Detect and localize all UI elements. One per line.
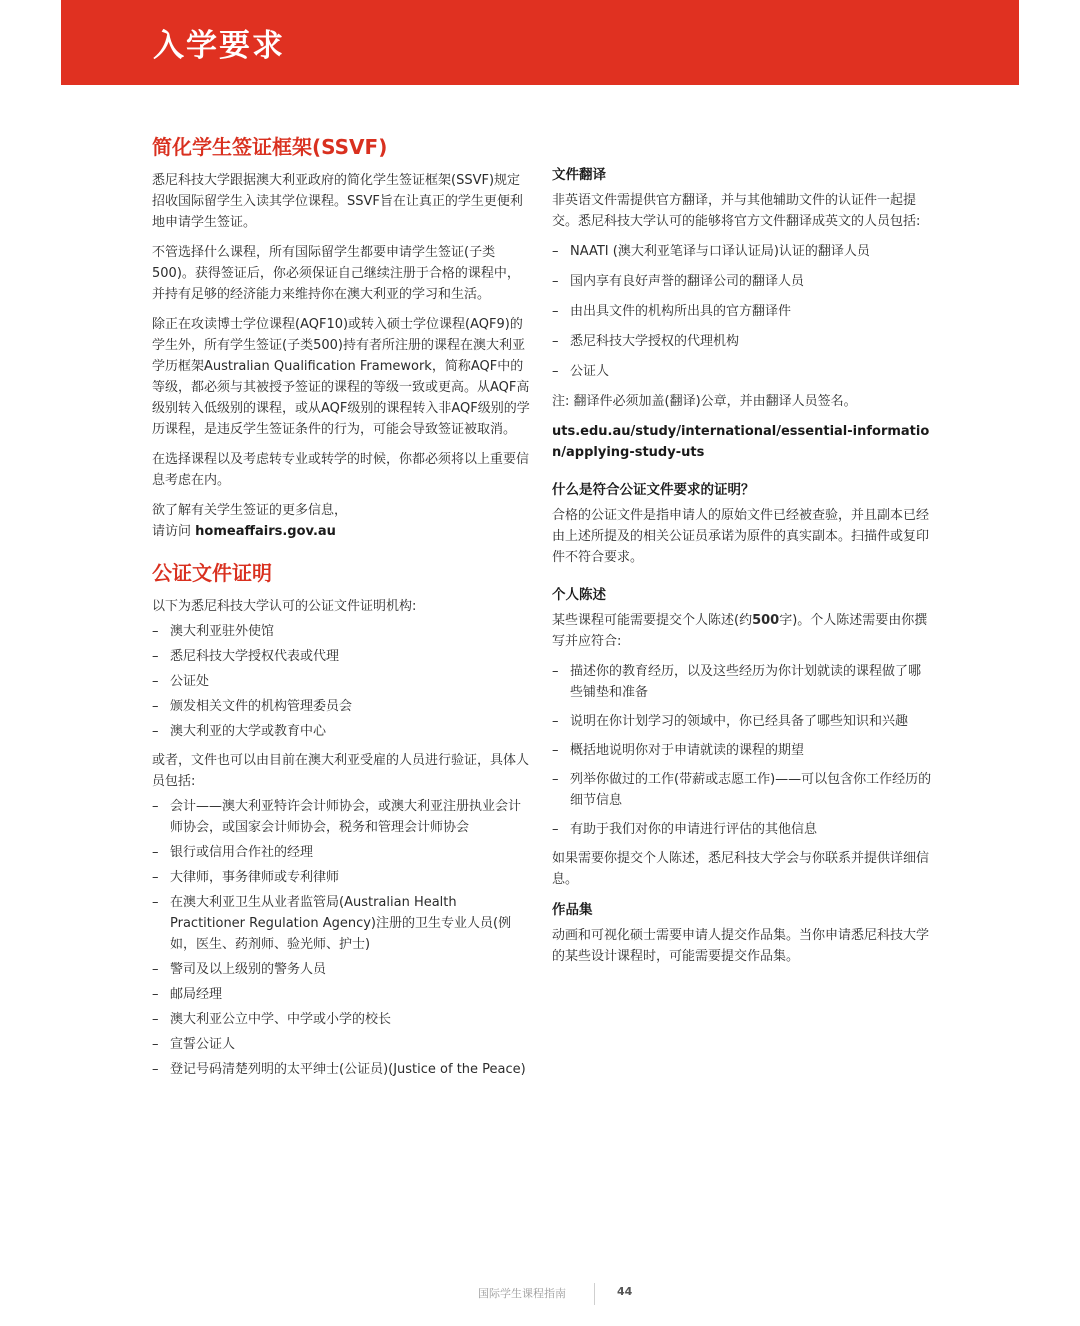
list-item: – 公证处: [152, 671, 532, 692]
proof-paragraph: 合格的公证文件是指申请人的原始文件已经被查验，并且副本已经由上述所提及的相关公证员承诺为原件的真实副本。扫描件或复印件不符合要求。: [552, 508, 930, 565]
list-item: – 登记号码清楚列明的太平绅士(公证员)(Justice of the Peace): [152, 1059, 532, 1080]
statement-heading: 个人陈述: [552, 587, 606, 603]
certification-persons-list: [152, 796, 532, 1080]
translation-heading: 文件翻译: [552, 167, 606, 183]
ssvf-paragraph-4: 在选择课程以及考虑转专业或转学的时候，你都必须将以上重要信息考虑在内。: [152, 452, 530, 488]
list-item: – 说明在你计划学习的领域中，你已经具备了哪些知识和兴趣: [552, 711, 932, 732]
footer-guide-title: 国际学生课程指南: [478, 1287, 566, 1300]
list-item: – 列举你做过的工作(带薪或志愿工作)——可以包含你工作经历的细节信息: [552, 769, 932, 811]
list-item: – 宣誓公证人: [152, 1034, 532, 1055]
ssvf-paragraph-2: 不管选择什么课程，所有国际留学生都要申请学生签证(子类500)。获得签证后，你必须保证自己继续注册于合格的课程中，并持有足够的经济能力来维持你在澳大利亚的学习和生活。: [152, 245, 520, 302]
footer-divider: [594, 1283, 595, 1305]
left-column: [152, 132, 532, 1088]
list-item: – 在澳大利亚卫生从业者监管局(Australian Health Practitioner Regulation Agency)注册的卫生专业人员(例如，医生、药剂师、验光师、护士): [152, 892, 532, 955]
list-item: – 有助于我们对你的申请进行评估的其他信息: [552, 819, 932, 840]
statement-note: 如果需要你提交个人陈述，悉尼科技大学会与你联系并提供详细信息。: [552, 851, 930, 887]
list-item: – 警司及以上级别的警务人员: [152, 959, 532, 980]
list-item: – 悉尼科技大学授权的代理机构: [552, 331, 932, 352]
ssvf-paragraph-1: 悉尼科技大学跟据澳大利亚政府的简化学生签证框架(SSVF)规定招收国际留学生入读其学位课程。SSVF旨在让真正的学生更便利地申请学生签证。: [152, 173, 523, 230]
ssvf-heading: 简化学生签证框架(SSVF): [152, 135, 388, 159]
header-banner: [61, 0, 1019, 85]
list-item: – 大律师，事务律师或专利律师: [152, 867, 532, 888]
portfolio-paragraph: 动画和可视化硕士需要申请人提交作品集。当你申请悉尼科技大学的某些设计课程时，可能需要提交作品集。: [552, 928, 930, 964]
translation-list: [552, 241, 932, 382]
list-item: – 概括地说明你对于申请就读的课程的期望: [552, 740, 932, 761]
list-item: – 会计——澳大利亚特许会计师协会，或澳大利亚注册执业会计师协会，或国家会计师协会，税务和管理会计师协会: [152, 796, 532, 838]
list-item: – 颁发相关文件的机构管理委员会: [152, 696, 532, 717]
ssvf-paragraph-3: 除正在攻读博士学位课程(AQF10)或转入硕士学位课程(AQF9)的学生外，所有学生签证(子类500)持有者所注册的课程在澳大利亚学历框架Australian Qualification Framework，简称AQF中的等级，都必须与其被授予签证的课程的等级一致或更高。从AQF高级别转入低级别的课程，或从AQF级别的课程转入非AQF级别的学历课程，是违反学生签证条件的行为，可能会导致签证被取消。: [152, 317, 530, 437]
list-item: – 邮局经理: [152, 984, 532, 1005]
certification-intro-2: 或者，文件也可以由目前在澳大利亚受雇的人员进行验证，具体人员包括:: [152, 753, 530, 789]
statement-text-a: 某些课程可能需要提交个人陈述(约: [552, 613, 753, 628]
page-number: 44: [617, 1285, 633, 1298]
list-item: – 银行或信用合作社的经理: [152, 842, 532, 863]
statement-paragraph: [552, 610, 932, 652]
ssvf-visit-text: 请访问: [152, 524, 196, 539]
statement-list: [552, 661, 932, 840]
proof-heading: 什么是符合公证文件要求的证明？: [552, 482, 755, 498]
certification-heading: 公证文件证明: [152, 561, 272, 585]
list-item: – 澳大利亚的大学或教育中心: [152, 721, 532, 742]
certification-bodies-list: [152, 621, 532, 742]
page-title: 入学要求: [153, 28, 285, 64]
statement-word-count: 500: [752, 613, 780, 628]
ssvf-paragraph-5: [152, 500, 532, 542]
list-item: – 描述你的教育经历，以及这些经历为你计划就读的课程做了哪些铺垫和准备: [552, 661, 932, 703]
homeaffairs-link[interactable]: homeaffairs.gov.au: [195, 524, 336, 539]
portfolio-heading: 作品集: [552, 902, 593, 918]
statement-text-c: 字)。个人陈述需要由你撰写并应符合:: [552, 613, 928, 649]
certification-intro: 以下为悉尼科技大学认可的公证文件证明机构:: [152, 599, 417, 614]
list-item: – 悉尼科技大学授权代表或代理: [152, 646, 532, 667]
ssvf-more-info-text: 欲了解有关学生签证的更多信息，: [152, 503, 348, 518]
list-item: – 公证人: [552, 361, 932, 382]
right-column: [552, 164, 932, 976]
list-item: – 由出具文件的机构所出具的官方翻译件: [552, 301, 932, 322]
list-item: – 澳大利亚公立中学、中学或小学的校长: [152, 1009, 532, 1030]
list-item: – 澳大利亚驻外使馆: [152, 621, 532, 642]
translation-note: 注: 翻译件必须加盖(翻译)公章，并由翻译人员签名。: [552, 394, 857, 409]
translation-paragraph: 非英语文件需提供官方翻译，并与其他辅助文件的认证件一起提交。悉尼科技大学认可的能够将官方文件翻译成英文的人员包括:: [552, 193, 921, 229]
uts-applying-link[interactable]: uts.edu.au/study/international/essential-information/applying-study-uts: [552, 424, 930, 460]
list-item: – NAATI (澳大利亚笔译与口译认证局)认证的翻译人员: [552, 241, 932, 262]
list-item: – 国内享有良好声誉的翻译公司的翻译人员: [552, 271, 932, 292]
